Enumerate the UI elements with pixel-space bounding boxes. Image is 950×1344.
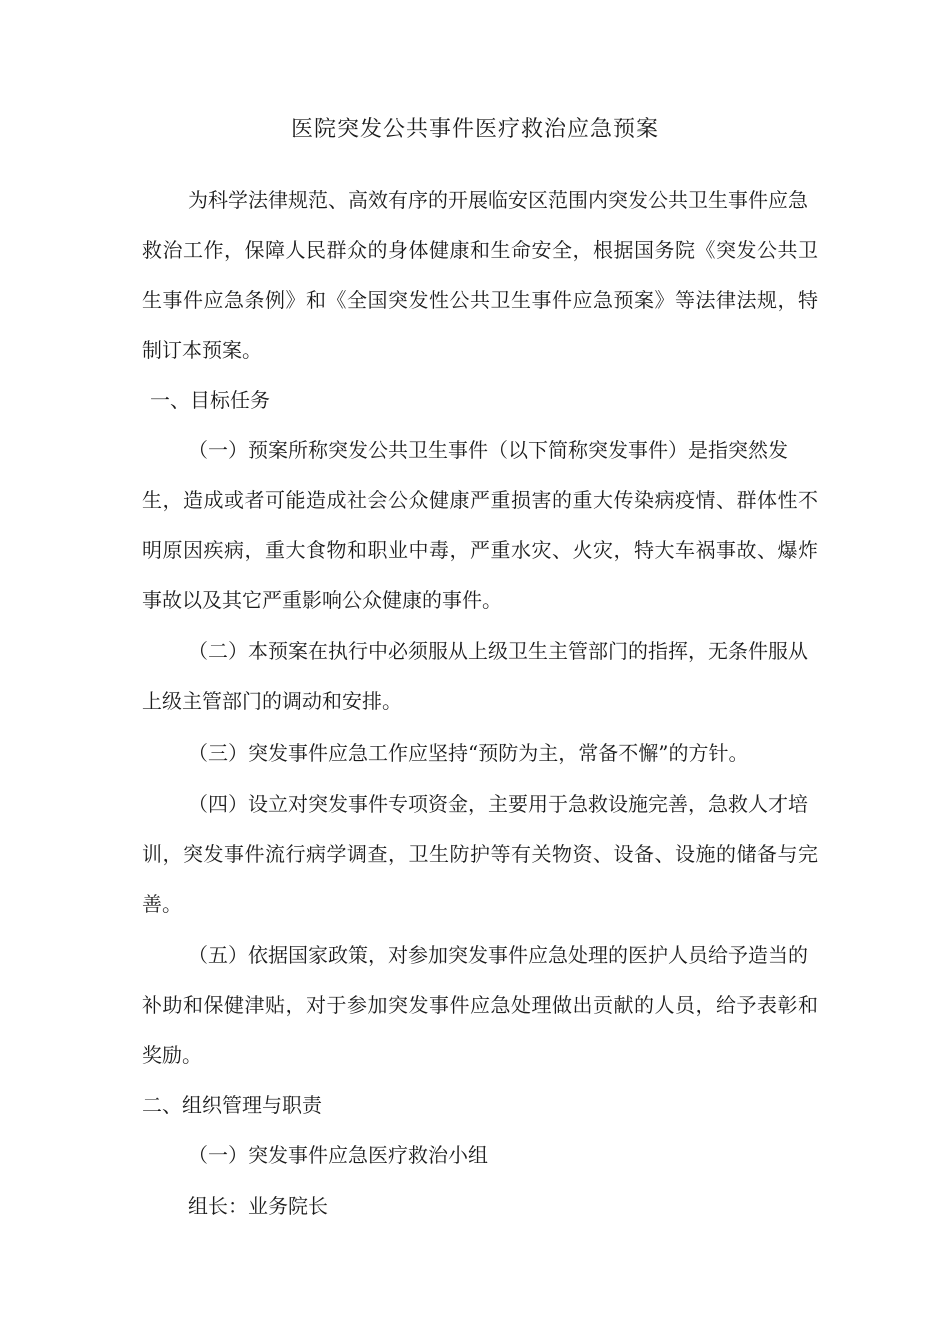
paragraph-line: 组长：业务院长 <box>188 1194 328 1218</box>
paragraph-line: 生，造成或者可能造成社会公众健康严重损害的重大传染病疫情、群体性不 <box>142 488 818 512</box>
paragraph-line: （五）依据国家政策，对参加突发事件应急处理的医护人员给予造当的 <box>188 943 808 967</box>
paragraph-line: 上级主管部门的调动和安排。 <box>142 689 402 713</box>
paragraph-line: 为科学法律规范、高效有序的开展临安区范围内突发公共卫生事件应急 <box>188 188 808 212</box>
paragraph-line: （四）设立对突发事件专项资金，主要用于急救设施完善，急救人才培 <box>188 792 808 816</box>
paragraph-line: 明原因疾病，重大食物和职业中毒，严重水灾、火灾，特大车祸事故、爆炸 <box>142 538 818 562</box>
paragraph-line: 生事件应急条例》和《全国突发性公共卫生事件应急预案》等法律法规，特 <box>142 288 818 312</box>
paragraph-line: 制订本预案。 <box>142 338 262 362</box>
paragraph-line: （二）本预案在执行中必须服从上级卫生主管部门的指挥，无条件服从 <box>188 639 808 663</box>
paragraph-line: 补助和保健津贴，对于参加突发事件应急处理做出贡献的人员，给予表彰和 <box>142 993 818 1017</box>
paragraph-line: 救治工作，保障人民群众的身体健康和生命安全，根据国务院《突发公共卫 <box>142 238 818 262</box>
paragraph-line: （三）突发事件应急工作应坚持“预防为主，常备不懈”的方针。 <box>188 741 749 765</box>
paragraph-line: 奖励。 <box>142 1043 202 1067</box>
paragraph-line: 善。 <box>142 892 182 916</box>
paragraph-line: 训，突发事件流行病学调查，卫生防护等有关物资、设备、设施的储备与完 <box>142 842 818 866</box>
subsection-heading: （一）突发事件应急医疗救治小组 <box>188 1143 488 1167</box>
section-heading: 二、组织管理与职责 <box>142 1093 322 1117</box>
paragraph-line: （一）预案所称突发公共卫生事件（以下简称突发事件）是指突然发 <box>188 438 788 462</box>
section-heading: 一、目标任务 <box>150 388 270 412</box>
paragraph-line: 事故以及其它严重影响公众健康的事件。 <box>142 588 502 612</box>
document-title: 医院突发公共事件医疗救治应急预案 <box>290 117 659 142</box>
